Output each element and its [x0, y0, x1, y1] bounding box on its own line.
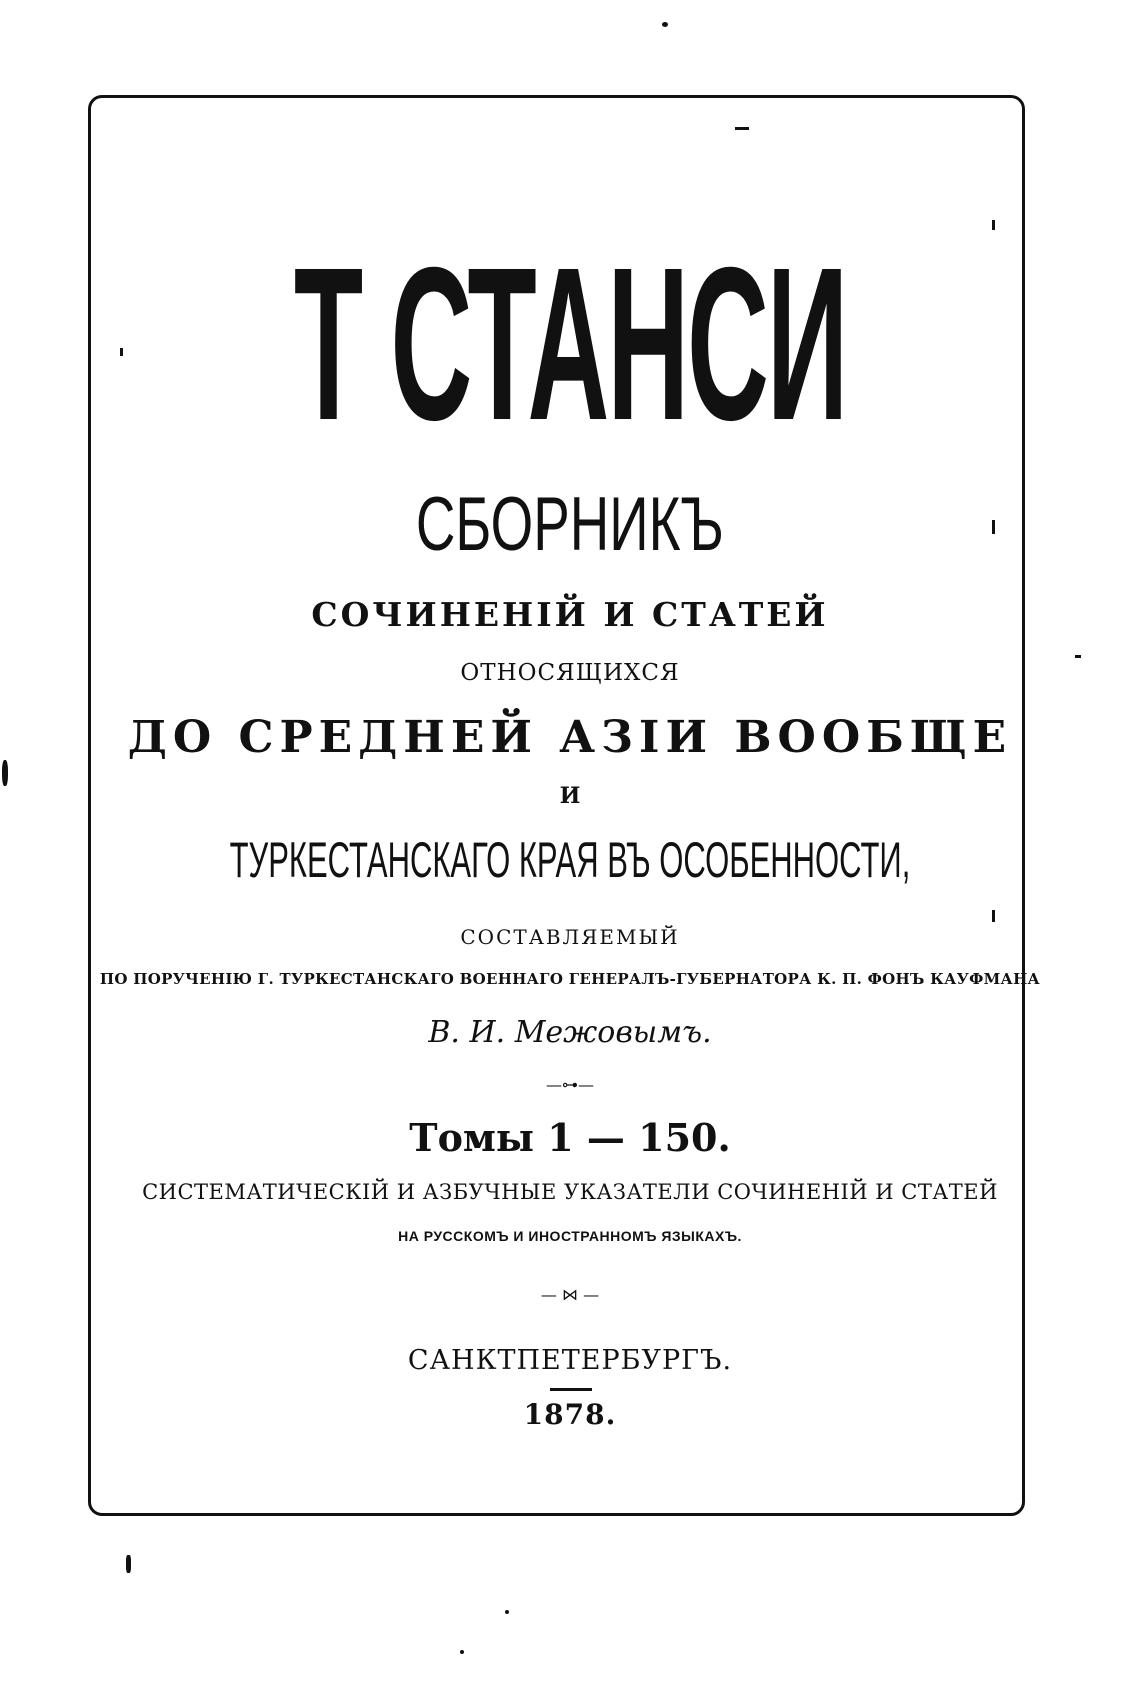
publication-city: САНКТПЕТЕРБУРГЪ. [407, 1345, 733, 1376]
big-title-fragment: Т СТАНСИ [293, 232, 847, 457]
scan-speck [992, 910, 995, 922]
languages-line: НА РУССКОМЪ И ИНОСТРАННОМЪ ЯЗЫКАХЪ. [398, 1228, 742, 1244]
scan-speck [120, 348, 123, 356]
author-name: В. И. Межовымъ. [428, 1015, 712, 1050]
subtitle-works-and-articles: СОЧИНЕНІЙ И СТАТЕЙ [311, 595, 829, 634]
collection-word: СБОРНИКЪ [416, 482, 724, 567]
scan-speck [2, 760, 8, 786]
subtitle-central-asia: ДО СРЕДНЕЙ АЗІИ ВООБЩЕ [127, 712, 1013, 763]
scan-speck [1075, 655, 1081, 658]
scan-speck [460, 1650, 464, 1654]
subtitle-turkestan-region: ТУРКЕСТАНСКАГО КРАЯ ВЪ ОСОБЕННОСТИ, [229, 832, 911, 888]
year-rule [550, 1388, 592, 1391]
compiled-label: СОСТАВЛЯЕМЫЙ [460, 925, 680, 949]
commission-line: ПО ПОРУЧЕНІЮ Г. ТУРКЕСТАНСКАГО ВОЕННАГО ГЕНЕРАЛЪ-ГУБЕРНАТОРА К. П. ФОНЪ КАУФМАНА [99, 970, 1041, 988]
ornament-divider-top: —⊶— [546, 1075, 594, 1094]
subtitle-conjunction: И [559, 783, 581, 809]
scan-speck [126, 1555, 131, 1573]
volumes-range: Томы 1 — 150. [409, 1115, 731, 1160]
publication-year: 1878. [523, 1398, 617, 1431]
ornament-divider-bottom: — ⋈ — [540, 1285, 600, 1304]
scan-speck [662, 22, 668, 27]
scan-speck [505, 1610, 509, 1614]
subtitle-relating: ОТНОСЯЩИХСЯ [460, 660, 680, 686]
indexes-line: СИСТЕМАТИЧЕСКІЙ И АЗБУЧНЫЕ УКАЗАТЕЛИ СОЧИНЕНІЙ И СТАТЕЙ [142, 1180, 998, 1204]
scan-speck [992, 220, 995, 230]
scan-speck [992, 520, 995, 534]
scan-speck [735, 127, 749, 130]
